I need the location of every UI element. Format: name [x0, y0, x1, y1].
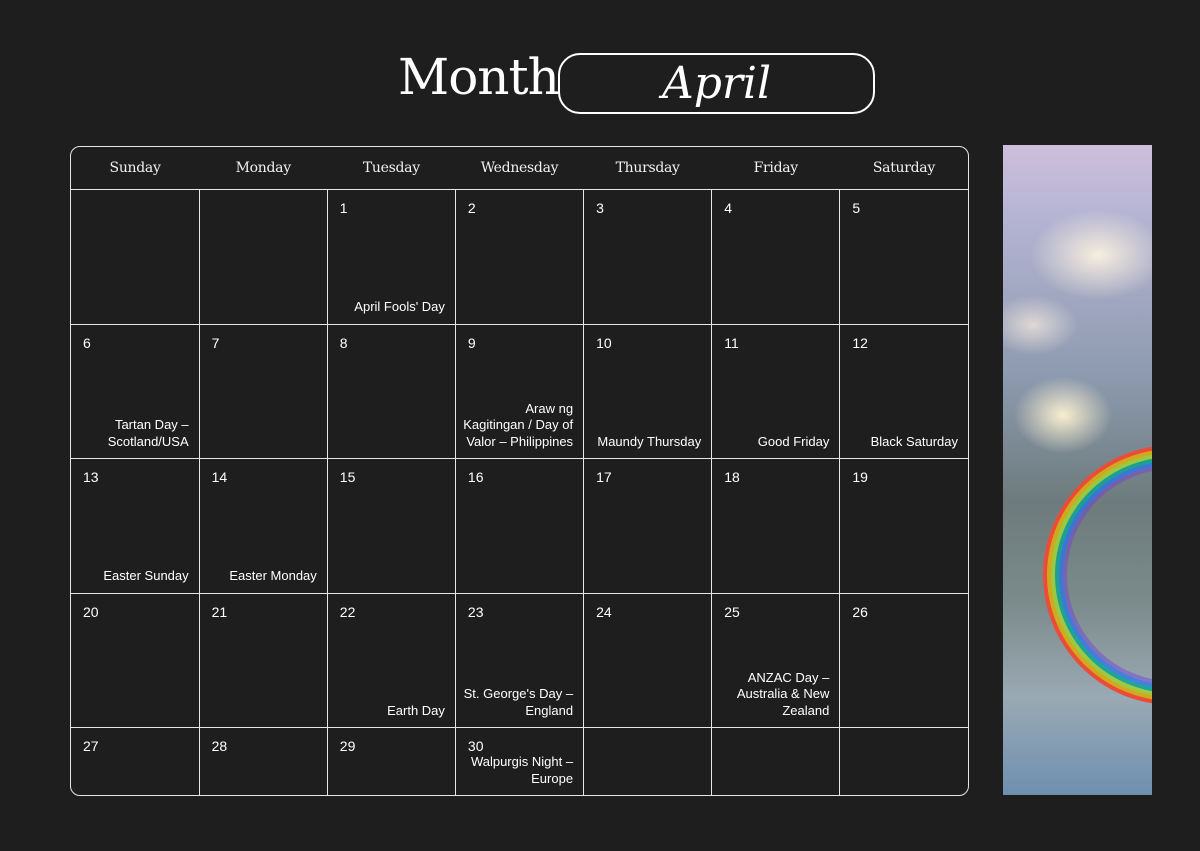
calendar-week-row [71, 324, 968, 459]
calendar-day-cell [199, 593, 327, 728]
calendar-day-cell [840, 324, 968, 459]
calendar-day-cell [327, 459, 455, 594]
calendar-day-cell [712, 593, 840, 728]
day-number: 29 [339, 738, 356, 755]
day-number: 11 [724, 334, 739, 351]
day-number: 13 [83, 469, 99, 486]
calendar-day-cell [584, 459, 712, 594]
weekday-monday: Monday [199, 147, 327, 190]
calendar-day-cell [455, 459, 583, 594]
calendar-day-cell [71, 190, 199, 325]
rainbow-shape [1043, 445, 1152, 705]
day-number: 16 [467, 469, 484, 486]
calendar-day-cell [199, 324, 327, 459]
calendar-day-cell [71, 593, 199, 728]
day-number: 21 [211, 603, 228, 620]
weekday-wednesday: Wednesday [455, 147, 583, 190]
calendar-week-row [71, 190, 968, 325]
rainbow-sky-photo [1003, 145, 1152, 795]
holiday-label: Earth Day [387, 702, 445, 718]
calendar-day-cell [327, 593, 455, 728]
weekday-saturday: Saturday [840, 147, 968, 190]
holiday-label: ANZAC Day – Australia & New Zealand [736, 669, 830, 718]
weekday-sunday: Sunday [71, 147, 199, 190]
month-name: April [661, 58, 772, 109]
calendar-day-cell [840, 728, 968, 795]
calendar-day-cell [840, 593, 968, 728]
calendar-grid [70, 146, 969, 796]
calendar-day-cell [584, 593, 712, 728]
day-number: 2 [467, 200, 476, 216]
day-number: 28 [211, 738, 228, 755]
day-number: 14 [211, 469, 228, 486]
day-number: 12 [852, 334, 868, 351]
calendar-day-cell [455, 324, 583, 459]
day-number: 7 [211, 334, 220, 351]
calendar-day-cell [327, 190, 455, 325]
calendar-day-cell [199, 728, 327, 795]
calendar-day-cell [71, 324, 199, 459]
weekday-thursday: Thursday [584, 147, 712, 190]
day-number: 26 [852, 603, 868, 620]
weekday-tuesday: Tuesday [327, 147, 455, 190]
calendar-week-row [71, 593, 968, 728]
day-number: 1 [339, 200, 348, 216]
day-number: 15 [339, 469, 356, 486]
day-number: 25 [724, 603, 740, 620]
holiday-label: Araw ng Kagitingan / Day of Valor – Philippines [463, 400, 574, 449]
day-number: 23 [467, 603, 484, 620]
calendar-day-cell [840, 459, 968, 594]
holiday-label: Good Friday [757, 433, 830, 449]
calendar-week-row [71, 728, 968, 795]
calendar-day-cell [199, 190, 327, 325]
holiday-label: Black Saturday [870, 433, 958, 449]
day-number: 9 [467, 334, 476, 351]
calendar-day-cell [327, 728, 455, 795]
holiday-label: Easter Sunday [103, 568, 189, 584]
calendar-day-cell [712, 459, 840, 594]
day-number: 3 [596, 200, 604, 216]
calendar-day-cell [584, 324, 712, 459]
calendar-week-row [71, 459, 968, 594]
day-number: 6 [83, 334, 91, 351]
calendar-day-cell [455, 190, 583, 325]
day-number: 10 [596, 334, 612, 351]
holiday-label: April Fools' Day [354, 299, 445, 315]
calendar-day-cell [712, 728, 840, 795]
calendar-day-cell [327, 324, 455, 459]
calendar-day-cell [199, 459, 327, 594]
calendar-day-cell [455, 728, 583, 795]
day-number: 4 [724, 200, 732, 216]
day-number: 24 [596, 603, 612, 620]
calendar-day-cell [712, 190, 840, 325]
day-number: 5 [852, 200, 861, 216]
day-number: 27 [83, 738, 99, 755]
day-number: 20 [83, 603, 99, 620]
holiday-label: Easter Monday [229, 568, 317, 584]
month-label-box [558, 53, 875, 114]
calendar-day-cell [712, 324, 840, 459]
calendar-day-cell [455, 593, 583, 728]
holiday-label: Maundy Thursday [597, 433, 702, 449]
calendar-day-cell [71, 728, 199, 795]
day-number: 19 [852, 469, 868, 486]
day-number: 8 [339, 334, 348, 351]
holiday-label: Walpurgis Night – Europe [470, 754, 574, 786]
calendar-day-cell [584, 728, 712, 795]
calendar-day-cell [71, 459, 199, 594]
day-number: 17 [596, 469, 612, 486]
weekday-header-row [71, 147, 968, 190]
calendar-day-cell [840, 190, 968, 325]
day-number: 30 [467, 738, 484, 755]
holiday-label: Tartan Day – Scotland/USA [107, 417, 189, 449]
page-title: Month [398, 48, 559, 106]
holiday-label: St. George's Day – England [463, 686, 574, 718]
day-number: 18 [724, 469, 740, 486]
day-number: 22 [339, 603, 356, 620]
calendar-day-cell [584, 190, 712, 325]
weekday-friday: Friday [712, 147, 840, 190]
